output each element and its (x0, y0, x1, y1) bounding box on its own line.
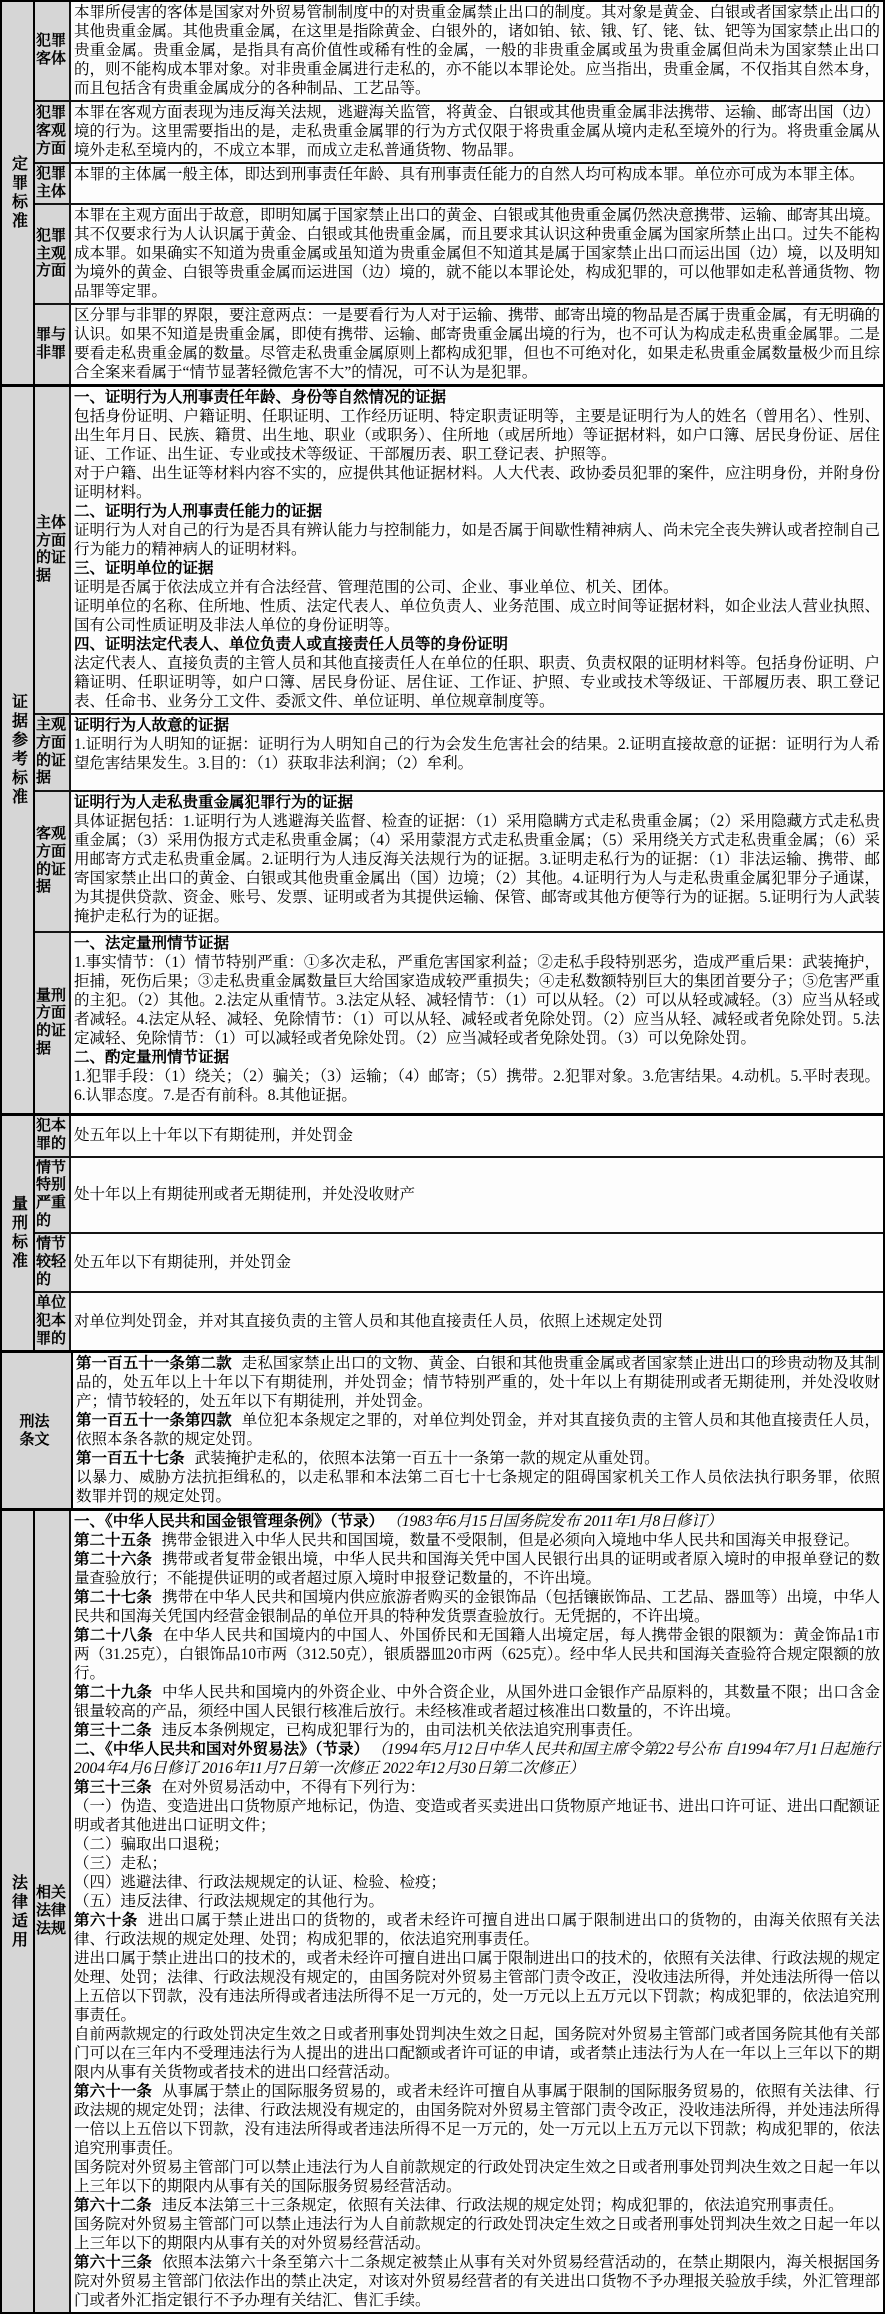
row-label-text: 相关法律法规 (36, 1885, 67, 1937)
paragraph-text: 本罪所侵害的客体是国家对外贸易管制制度中的对贵重金属禁止出口的制度。其对象是黄金、白银或者国家禁止出口的其他贵重金属。其他贵重金属，在这里是指除黄金、白银外的，诸如铂、铱、锇、钌、铑、钛、钯等为国家禁止出口的贵重金属。贵重金属，是指具有高价值性或稀有性的金属，一般的非贵重金属或虽为贵重金属但尚未为国家禁止出口的，则不能构成本罪对象。对非贵重金属进行走私的，亦不能以本罪论处。应当指出，贵重金属，不仅指其自然本身，而且包括含有贵重金属成分的各种制品、工艺品等。 (74, 4, 881, 97)
paragraph (74, 1048, 880, 1067)
paragraph (74, 1067, 880, 1105)
paragraph (74, 464, 880, 502)
paragraph-text: 在对外贸易活动中，不得有下列行为： (161, 1779, 426, 1797)
paragraph-lead: 第一百五十一条第二款 (76, 1355, 232, 1373)
content-crime-objective-aspect (71, 102, 883, 162)
paragraph (74, 2253, 880, 2310)
table-row-crime-subjective-aspect (35, 205, 883, 305)
row-label-text: 主体方面的证据 (36, 515, 67, 585)
paragraph (74, 306, 880, 382)
paragraph-text: 武装掩护走私的，依照本法第一百五十一条第一款的规定从重处罚。 (194, 1450, 660, 1468)
row-label-crime-subject (35, 164, 71, 203)
row-label-crime-vs-noncrime (35, 305, 71, 384)
paragraph (74, 1683, 880, 1721)
paragraph-text: 国务院对外贸易主管部门可以禁止违法行为人自前款规定的行政处罚决定生效之日或者刑事处罚判决生效之日起一年以上三年以下的期限内从事有关的对外贸易经营活动。 (74, 2216, 881, 2253)
content-crime-object (71, 2, 883, 100)
table-row-especially-serious (35, 1158, 883, 1235)
paragraph-text: 法定代表人、直接负责的主管人员和其他直接责任人在单位的任职、职责、负责权限的证明材料等。包括身份证明、户籍证明、任职证明等，如户口簿、居民身份证、居住证、工作证、护照、专业或技术等级证、干部履历表、职工登记表、任命书、业务分工文件、委派文件、单位证明、单位规章制度等。 (74, 655, 881, 711)
row-label-text: 情节较轻的 (36, 1236, 67, 1288)
row-label-text: 情节特别严重的 (36, 1159, 67, 1229)
group-label-evidence-reference-standards (2, 387, 35, 1113)
paragraph-lead: 第一百五十一条第四款 (76, 1412, 232, 1430)
paragraph-lead: 第二十八条 (74, 1627, 153, 1645)
paragraph (74, 1835, 880, 1854)
paragraph (74, 165, 880, 184)
group-rows-sentencing-standards (35, 1116, 883, 1350)
paragraph-lead: 二、《中华人民共和国对外贸易法》（节录） (74, 1741, 370, 1759)
table-row-articles (73, 1353, 883, 1508)
paragraph (74, 812, 880, 926)
row-label-text: 量刑方面的证据 (36, 987, 67, 1057)
paragraph-lead: 第六十条 (74, 1912, 138, 1930)
paragraph-lead: 二、证明行为人刑事责任能力的证据 (74, 503, 323, 521)
paragraph-text: （五）违反法律、行政法规规定的其他行为。 (74, 1893, 385, 1911)
paragraph (74, 716, 880, 735)
paragraph-text: 处五年以下有期徒刑，并处罚金 (74, 1253, 292, 1271)
table-row-subjective-evidence (35, 715, 883, 792)
paragraph-text: 单位犯本条规定之罪的，对单位判处罚金，并对其直接负责的主管人员和其他直接责任人员，依照本条各款的规定处罚。 (76, 1412, 880, 1449)
paragraph-text: 处五年以上十年以下有期徒刑，并处罚金 (74, 1126, 354, 1144)
paragraph (74, 1721, 880, 1740)
paragraph-lead: 证明行为人走私贵重金属犯罪行为的证据 (74, 794, 354, 812)
row-label-text: 犯罪主体 (36, 166, 67, 200)
paragraph-text: 本罪的主体属一般主体，即达到刑事责任年龄、具有刑事责任能力的自然人均可构成本罪。单位亦可成为本罪主体。 (74, 166, 865, 183)
group-label-text: 法律适用 (9, 1873, 27, 1950)
content-articles (73, 1353, 883, 1508)
paragraph-lead: 第一百五十七条 (76, 1450, 185, 1468)
paragraph (74, 953, 880, 1048)
table-row-crime-objective-aspect (35, 102, 883, 164)
row-label-crime-subjective-aspect (35, 205, 71, 303)
paragraph (74, 654, 880, 711)
row-label-text: 单位犯本罪的 (36, 1295, 67, 1347)
group-label-sentencing-standards (2, 1116, 35, 1350)
group-label-text: 定罪标准 (9, 155, 27, 232)
paragraph (74, 2215, 880, 2253)
group-rows-evidence-reference-standards (35, 387, 883, 1113)
table-group-conviction-standards (2, 2, 883, 387)
paragraph (74, 3, 880, 98)
paragraph (74, 559, 880, 578)
group-rows-legal-application (35, 1511, 883, 2312)
table-group-sentencing-standards (2, 1116, 883, 1353)
paragraph-text: 处十年以上有期徒刑或者无期徒刑，并处没收财产 (74, 1185, 416, 1203)
paragraph (74, 1740, 880, 1778)
paragraph (74, 1626, 880, 1683)
paragraph (74, 934, 880, 953)
paragraph-text: （一）伪造、变造进出口货物原产地标记，伪造、变造或者买卖进出口货物原产地证书、进出口许可证、进出口配额证明或者其他进出口证明文件； (74, 1798, 881, 1835)
row-label-crime-object (35, 2, 71, 100)
paragraph-text: 从事属于禁止的国际服务贸易的，或者未经许可擅自从事属于限制的国际服务贸易的，依照有关法律、行政法规的规定处罚；法律、行政法规没有规定的，由国务院对外贸易主管部门责令改正，没收违法所得，并处违法所得一倍以上五倍以下罚款，没有违法所得或者违法所得不足一万元的，处一万元以上五万元以下罚款；构成犯罪的，依法追究刑事责任。 (74, 2083, 881, 2158)
paragraph-lead: 一、证明行为人刑事责任年龄、身份等自然情况的证据 (74, 389, 447, 407)
paragraph (74, 793, 880, 812)
paragraph (74, 103, 880, 160)
row-label-text: 主观方面的证据 (36, 717, 67, 787)
content-subjective-evidence (71, 715, 883, 790)
paragraph-lead: 一、《中华人民共和国金银管理条例》（节录） (74, 1513, 385, 1531)
content-related-laws (71, 1511, 883, 2312)
paragraph-lead: 三、证明单位的证据 (74, 560, 214, 578)
paragraph-text: 1.犯罪手段：（1）绕关；（2）骗关；（3）运输；（4）邮寄；（5）携带。2.犯罪对象。3.危害结果。4.动机。5.平时表现。6.认罪态度。7.是否有前科。8.其他证据。 (74, 1068, 880, 1105)
paragraph-text: 携带金银进入中华人民共和国国境，数量不受限制，但是必须向入境地中华人民共和国海关申报登记。 (161, 1532, 860, 1550)
table-row-crime-object (35, 2, 883, 102)
paragraph-text: 违反本条例规定，已构成犯罪行为的，由司法机关依法追究刑事责任。 (161, 1722, 643, 1740)
paragraph-text: 包括身份证明、户籍证明、任职证明、工作经历证明、特定职责证明等，主要是证明行为人的姓名（曾用名）、性别、出生年月日、民族、籍贯、出生地、职业（或职务）、住所地（或居所地）等证据材料，如户口簿、居民身份证、居住证、工作证、出生证、专业或技术等级证、干部履历表、职工登记表、护照等。 (74, 408, 880, 464)
paragraph-text: 进出口属于禁止进出口的货物的，或者未经许可擅自进出口属于限制进出口的货物的，由海关依照有关法律、行政法规的规定处理、处罚；构成犯罪的，依法追究刑事责任。 (74, 1912, 880, 1949)
table-row-base-offense (35, 1116, 883, 1157)
row-label-unit-offense (35, 1293, 71, 1350)
row-label-text: 犯罪客体 (36, 33, 67, 67)
content-crime-vs-noncrime (71, 305, 883, 384)
paragraph (74, 2082, 880, 2158)
paragraph (74, 1531, 880, 1550)
content-minor-circumstances (71, 1234, 883, 1291)
paragraph-text: 具体证据包括：1.证明行为人逃避海关监督、检查的证据：（1）采用隐瞒方式走私贵重金属；（2）采用隐藏方式走私贵重金属；（3）采用伪报方式走私贵重金属；（4）采用蒙混方式走私贵重金属；（5）采用绕关方式走私贵重金属；（6）采用邮寄方式走私贵重金属。2.证明行为人违反海关法规行为的证据。3.证明走私行为的证据：（1）非法运输、携带、邮寄国家禁止出口的黄金、白银或其他贵重金属出（国）边境；（2）其他。4.证明行为人与走私贵重金属犯罪分子通谋，为其提供贷款、资金、账号、发票、证明或者为其提供运输、保管、邮寄或其他方便等行为的证据。5.证明行为人武装掩护走私行为的证据。 (74, 813, 881, 926)
group-label-conviction-standards (2, 2, 35, 384)
content-unit-offense (71, 1293, 883, 1350)
paragraph-lead: 第六十二条 (74, 2197, 152, 2215)
content-especially-serious (71, 1158, 883, 1233)
row-label-text: 客观方面的证据 (36, 826, 67, 896)
paragraph-lead: 第三十二条 (74, 1722, 152, 1740)
paragraph-text: 携带或者复带金银出境，中华人民共和国海关凭中国人民银行出具的证明或者原入境时的申报单登记的数量查验放行；不能提供证明的或者超过原入境时申报登记数量的，不许出境。 (74, 1551, 880, 1588)
group-label-text: 刑法条文 (19, 1413, 50, 1448)
paragraph-text: 本罪在客观方面表现为违反海关法规，逃避海关监管，将黄金、白银或其他贵重金属非法携带、运输、邮寄出国（边）境的行为。这里需要指出的是，走私贵重金属罪的行为方式仅限于将贵重金属从境内走私至境外的行为。将贵重金属从境外走私至境内的，不成立本罪，而成立走私普通货物、物品罪。 (74, 104, 881, 159)
paragraph (74, 1550, 880, 1588)
table-row-subject-evidence (35, 387, 883, 715)
paragraph-text: （二）骗取出口退税； (74, 1836, 230, 1854)
paragraph-text: 证明单位的名称、住所地、性质、法定代表人、单位负责人、业务范围、成立时间等证据材料，如企业法人营业执照、国有公司性质证明及非法人单位的身份证明等。 (74, 598, 881, 635)
row-label-sentencing-evidence (35, 933, 71, 1113)
paragraph (76, 1468, 880, 1506)
table-row-minor-circumstances (35, 1234, 883, 1293)
group-rows-criminal-law-articles (73, 1353, 883, 1508)
row-label-related-laws (35, 1511, 71, 2312)
row-label-crime-objective-aspect (35, 102, 71, 162)
paragraph (74, 1911, 880, 1949)
paragraph-text: 证明行为人对自己的行为是否具有辨认能力与控制能力，如是否属于间歇性精神病人、尚未完全丧失辨认或者控制自己行为能力的精神病人的证明材料。 (74, 522, 881, 559)
paragraph (74, 635, 880, 654)
paragraph-text: 以暴力、威胁方法抗拒缉私的，以走私罪和本法第二百七十七条规定的阻碍国家机关工作人员依法执行职务罪，依照数罪并罚的规定处罚。 (76, 1469, 880, 1506)
table-row-unit-offense (35, 1293, 883, 1350)
row-label-minor-circumstances (35, 1234, 71, 1291)
paragraph-text: 携带在中华人民共和国境内供应旅游者购买的金银饰品（包括镶嵌饰品、工艺品、器皿等）出境，中华人民共和国海关凭国内经营金银制品的单位开具的特种发货票查验放行。无凭据的，不许出境。 (74, 1589, 880, 1626)
paragraph (74, 1312, 880, 1331)
paragraph-text: 本罪在主观方面出于故意，即明知属于国家禁止出口的黄金、白银或其他贵重金属仍然决意携带、运输、邮寄其出境。其不仅要求行为人认识属于黄金、白银或其他贵重金属，而且要求其认识这种贵重金属为国家所禁止出口。过失不能构成本罪。如果确实不知道为贵重金属或虽知道为贵重金属但不知道其是属于国家禁止出口而运出国（边）境，以及明知为境外的黄金、白银等贵重金属而运进国（边）境的，就不能以本罪论处，构成犯罪的，可以他罪如走私普通货物、物品罪等定罪。 (74, 207, 881, 301)
paragraph-text: 在中华人民共和国境内的中国人、外国侨民和无国籍人出境定居，每人携带金银的限额为：黄金饰品1市两（31.25克），白银饰品10市两（312.50克），银质器皿20市两（625克）。经中华人民共和国海关查验符合规定限额的放行。 (74, 1627, 881, 1683)
paragraph-text: 依照本法第六十条至第六十二条规定被禁止从事有关对外贸易经营活动的，在禁止期限内，海关根据国务院对外贸易主管部门依法作出的禁止决定，对该对外贸易经营者的有关进出口货物不予办理报关验放手续，外汇管理部门或者外汇指定银行不予办理有关结汇、售汇手续。 (74, 2254, 881, 2310)
group-label-criminal-law-articles (2, 1353, 73, 1508)
paragraph-lead: 第二十六条 (74, 1551, 153, 1569)
group-label-text: 证据参考标准 (9, 693, 27, 808)
row-label-especially-serious (35, 1158, 71, 1233)
paragraph (76, 1354, 880, 1411)
paragraph-lead: 第六十一条 (74, 2083, 153, 2101)
paragraph (74, 1949, 880, 2025)
row-label-subjective-evidence (35, 715, 71, 790)
paragraph (74, 1797, 880, 1835)
paragraph (74, 521, 880, 559)
paragraph-lead: 第二十五条 (74, 1532, 152, 1550)
paragraph-lead: 一、法定量刑情节证据 (74, 935, 230, 953)
paragraph (76, 1449, 880, 1468)
paragraph (76, 1411, 880, 1449)
table-group-evidence-reference-standards (2, 387, 883, 1116)
table-row-related-laws (35, 1511, 883, 2312)
row-label-text: 罪与非罪 (36, 327, 67, 361)
table-row-sentencing-evidence (35, 933, 883, 1113)
paragraph-lead: 四、证明法定代表人、单位负责人或直接责任人员等的身份证明 (74, 636, 509, 654)
paragraph-lead: 第二十九条 (74, 1684, 153, 1702)
paragraph-note: （1994年5月12日中华人民共和国主席令第22号公布 自1994年7月1日起施行 2004年4月6日修订 2016年11月7日第一次修正 2022年12月30日第二次修正） (74, 1741, 880, 1778)
paragraph (74, 1778, 880, 1797)
paragraph-lead: 第三十三条 (74, 1779, 152, 1797)
paragraph-text: 对于户籍、出生证等材料内容不实的，应提供其他证据材料。人大代表、政协委员犯罪的案件，应注明身份，并附身份证明材料。 (74, 465, 881, 502)
paragraph (74, 1588, 880, 1626)
paragraph (74, 1854, 880, 1873)
paragraph-lead: 证明行为人故意的证据 (74, 717, 230, 735)
content-crime-subjective-aspect (71, 205, 883, 303)
row-label-subject-evidence (35, 387, 71, 713)
paragraph (74, 2196, 880, 2215)
paragraph-text: （四）逃避法律、行政法规规定的认证、检验、检疫； (74, 1874, 447, 1892)
group-rows-conviction-standards (35, 2, 883, 384)
paragraph-text: 中华人民共和国境内的外资企业、中外合资企业，从国外进口金银作产品原料的，其数量不限；出口含金银量较高的产品，须经中国人民银行核准后放行。未经核准或者超过核准出口数量的，不许出境。 (74, 1684, 880, 1721)
paragraph (74, 388, 880, 407)
paragraph (74, 578, 880, 597)
table-row-crime-subject (35, 164, 883, 205)
paragraph (74, 1253, 880, 1272)
paragraph-text: 区分罪与非罪的界限，要注意两点：一是要看行为人对于运输、携带、邮寄出境的物品是否属于贵重金属，有无明确的认识。如果不知道是贵重金属，即使有携带、运输、邮寄贵重金属出境的行为，也不可认为构成走私贵重金属罪。二是要看走私贵重金属的数量。尽管走私贵重金属原则上都构成犯罪，但也不可绝对化，如果走私贵重金属数量极少而且综合全案来看属于“情节显著轻微危害不大”的情况，可不认为是犯罪。 (74, 307, 881, 382)
paragraph (74, 597, 880, 635)
row-label-base-offense (35, 1116, 71, 1155)
paragraph-text: 进出口属于禁止进出口的技术的，或者未经许可擅自进出口属于限制进出口的技术的，依照有关法律、行政法规的规定处理、处罚；法律、行政法规没有规定的，由国务院对外贸易主管部门责令改正，没收违法所得，并处违法所得一倍以上五倍以下罚款，没有违法所得或者违法所得不足一万元的，处一万元以上五万元以下罚款；构成犯罪的，依法追究刑事责任。 (74, 1950, 881, 2025)
row-label-text: 犯罪主观方面 (36, 227, 67, 280)
paragraph (74, 2158, 880, 2196)
paragraph (74, 206, 880, 301)
content-subject-evidence (71, 387, 883, 713)
paragraph (74, 1512, 880, 1531)
row-label-text: 犯本罪的 (36, 1118, 67, 1152)
paragraph-lead: 第二十七条 (74, 1589, 153, 1607)
group-label-text: 量刑标准 (9, 1195, 27, 1272)
paragraph (74, 1185, 880, 1204)
row-label-text: 犯罪客观方面 (36, 105, 67, 157)
row-label-objective-evidence (35, 792, 71, 931)
paragraph-text: 1.证明行为人明知的证据：证明行为人明知自己的行为会发生危害社会的结果。2.证明直接故意的证据：证明行为人希望危害结果发生。3.目的：（1）获取非法利润；（2）牟利。 (74, 736, 880, 773)
content-base-offense (71, 1116, 883, 1155)
paragraph-text: 国务院对外贸易主管部门可以禁止违法行为人自前款规定的行政处罚决定生效之日或者刑事处罚判决生效之日起一年以上三年以下的期限内从事有关的国际服务贸易经营活动。 (74, 2159, 881, 2196)
paragraph (74, 735, 880, 773)
paragraph (74, 2025, 880, 2082)
paragraph-lead: 第六十三条 (74, 2254, 153, 2272)
table-group-legal-application (2, 1511, 883, 2312)
paragraph (74, 407, 880, 464)
paragraph-note: （1983年6月15日国务院发布 2011年1月8日修订） (394, 1513, 723, 1531)
table-row-objective-evidence (35, 792, 883, 933)
group-label-legal-application (2, 1511, 35, 2312)
content-sentencing-evidence (71, 933, 883, 1113)
table-row-crime-vs-noncrime (35, 305, 883, 384)
paragraph-text: （三）走私； (74, 1855, 168, 1873)
paragraph (74, 1892, 880, 1911)
paragraph-text: 证明是否属于依法成立并有合法经营、管理范围的公司、企业、事业单位、机关、团体。 (74, 579, 679, 597)
paragraph-text: 自前两款规定的行政处罚决定生效之日或者刑事处罚判决生效之日起，国务院对外贸易主管部门或者国务院其他有关部门可以在三年内不受理违法行为人提出的进出口配额或者许可证的申请，或者禁止违法行为人在一年以上三年以下的期限内从事有关货物或者技术的进出口经营活动。 (74, 2026, 881, 2082)
paragraph (74, 1126, 880, 1145)
paragraph-text: 1.事实情节：（1）情节特别严重：①多次走私，严重危害国家利益；②走私手段特别恶劣，造成严重后果：武装掩护，拒捕，死伤后果；③走私贵重金属数量巨大给国家造成较严重损失；④走私数额特别巨大的集团首要分子；⑤危害严重的主犯。（2）其他。2.法定从重情节。3.法定从轻、减轻情节：（1）可以从轻。（2）可以从轻或减轻。（3）应当从轻或者减轻。4.法定从轻、减轻、免除情节：（1）可以从轻、减轻或者免除处罚。（2）应当从轻、减轻或者免除处罚。5.法定减轻、免除情节：（1）可以减轻或者免除处罚。（2）应当减轻或者免除处罚。（3）可以免除处罚。 (74, 954, 881, 1048)
content-crime-subject (71, 164, 883, 203)
content-objective-evidence (71, 792, 883, 931)
paragraph-text: 对单位判处罚金，并对其直接负责的主管人员和其他直接责任人员，依照上述规定处罚 (74, 1312, 664, 1330)
paragraph (74, 1873, 880, 1892)
paragraph-text: 违反本法第三十三条规定，依照有关法律、行政法规的规定处罚；构成犯罪的，依法追究刑事责任。 (161, 2197, 844, 2215)
paragraph (74, 502, 880, 521)
paragraph-text: 走私国家禁止出口的文物、黄金、白银和其他贵重金属或者国家禁止进出口的珍贵动物及其制品的，处五年以上十年以下有期徒刑，并处罚金；情节特别严重的，处十年以上有期徒刑或者无期徒刑，并处没收财产；情节较轻的，处五年以下有期徒刑，并处罚金。 (76, 1355, 880, 1411)
paragraph-lead: 二、酌定量刑情节证据 (74, 1049, 230, 1067)
table-group-criminal-law-articles (2, 1353, 883, 1511)
